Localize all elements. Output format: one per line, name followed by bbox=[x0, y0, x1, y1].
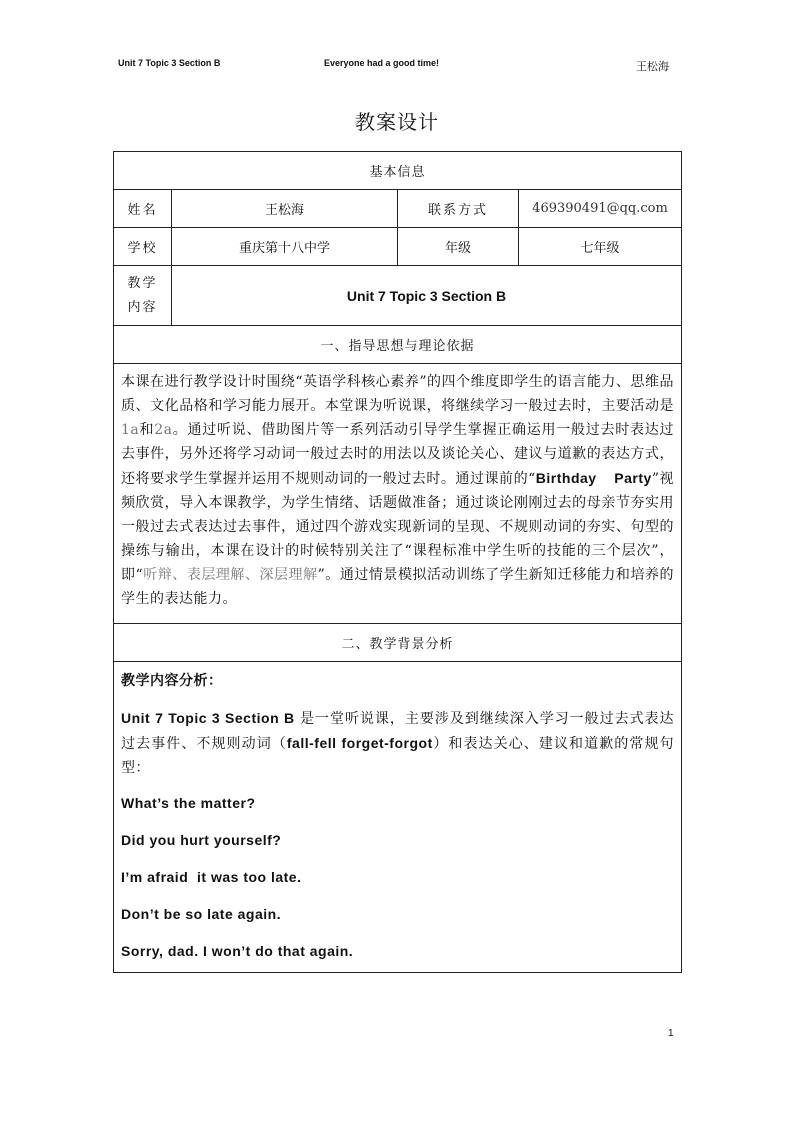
header-unit: Unit 7 Topic 3 Section B bbox=[118, 58, 221, 68]
school-label: 学校 bbox=[114, 228, 172, 266]
section1-body-row bbox=[114, 364, 682, 624]
key-sentence: What’s the matter? bbox=[121, 795, 256, 811]
section1-text-3: ”视频欣赏，导入本课教学，为学生情绪、话题做准备；通过谈论刚刚过去的母亲节夯实用一般过去式表达过去事件，通过四个游戏实现新词的呈现、不规则动词的夯实、句型的操练与输出，本课在设计的时候特别关注了“课程标准中学生听的技能的三个层次”，即“ bbox=[121, 471, 675, 583]
key-sentence: I’m afraid it was too late. bbox=[121, 869, 302, 885]
section1-header-row bbox=[114, 326, 682, 364]
content-label-line-1: 教学 bbox=[127, 275, 158, 291]
analysis-unit: Unit 7 Topic 3 Section B bbox=[121, 710, 295, 726]
name-row bbox=[114, 190, 682, 228]
basic-info-header-row bbox=[114, 152, 682, 190]
name-label: 姓名 bbox=[114, 190, 172, 228]
key-sentence: Did you hurt yourself? bbox=[121, 832, 282, 848]
content-analysis-paragraph bbox=[121, 706, 674, 780]
key-sentence: Sorry, dad. I won’t do that again. bbox=[121, 943, 354, 959]
analysis-text-2: ）和表达关心、建议和道歉的常规句型： bbox=[121, 736, 675, 776]
contact-label: 联系方式 bbox=[398, 190, 519, 228]
section1-and: 和 bbox=[139, 422, 155, 438]
irregular-verbs: fall-fell forget-forgot bbox=[286, 735, 433, 751]
analysis-text-1: 是一堂听说课，主要涉及到继续深入学习一般过去式表达过去事件、不规则动词（ bbox=[121, 711, 675, 752]
page-number: 1 bbox=[668, 1028, 674, 1039]
listening-levels: 听辩、表层理解、深层理解 bbox=[143, 567, 318, 583]
section1-heading: 一、指导思想与理论依据 bbox=[114, 326, 682, 364]
content-value: Unit 7 Topic 3 Section B bbox=[172, 266, 682, 326]
school-row bbox=[114, 228, 682, 266]
content-row bbox=[114, 266, 682, 326]
contact-value: 469390491@qq.com bbox=[519, 190, 682, 228]
content-label bbox=[114, 266, 172, 326]
section1-text-4: ”。通过情景模拟活动训练了学生新知迁移能力和培养的学生的表达能力。 bbox=[121, 567, 675, 607]
section1-text-1: 本课在进行教学设计时围绕“英语学科核心素养”的四个维度即学生的语言能力、思维品质、文化品格和学习能力展开。本堂课为听说课，将继续学习一般过去时，主要活动是 bbox=[121, 374, 675, 414]
section1-text-2: 。通过听说、借助图片等一系列活动引导学生掌握正确运用一般过去时表达过去事件，另外还将学习动词一般过去时的用法以及谈论关心、建议与道歉的表达方式，还将要求学生掌握并运用不规则动词的一般过去时。通过课前的“ bbox=[121, 422, 675, 487]
name-value: 王松海 bbox=[172, 190, 398, 228]
key-sentence: Don’t be so late again. bbox=[121, 906, 282, 922]
school-value: 重庆第十八中学 bbox=[172, 228, 398, 266]
activity-1a: 1a bbox=[121, 422, 140, 438]
lesson-plan-table bbox=[113, 151, 682, 973]
video-title: Birthday Party bbox=[535, 470, 652, 486]
content-analysis-cell bbox=[114, 662, 682, 973]
grade-label: 年级 bbox=[398, 228, 519, 266]
activity-2a: 2a bbox=[154, 422, 173, 438]
header-lesson-title: Everyone had a good time! bbox=[324, 58, 440, 68]
guiding-philosophy-paragraph bbox=[114, 364, 682, 624]
section2-heading: 二、教学背景分析 bbox=[114, 624, 682, 662]
grade-value: 七年级 bbox=[519, 228, 682, 266]
content-label-line-2: 内容 bbox=[127, 299, 158, 315]
header-author: 王松海 bbox=[636, 60, 669, 73]
section2-body-row bbox=[114, 662, 682, 973]
page-title: 教案设计 bbox=[355, 110, 439, 134]
basic-info-heading: 基本信息 bbox=[114, 152, 682, 190]
section2-header-row bbox=[114, 624, 682, 662]
content-analysis-heading: 教学内容分析： bbox=[121, 673, 223, 689]
